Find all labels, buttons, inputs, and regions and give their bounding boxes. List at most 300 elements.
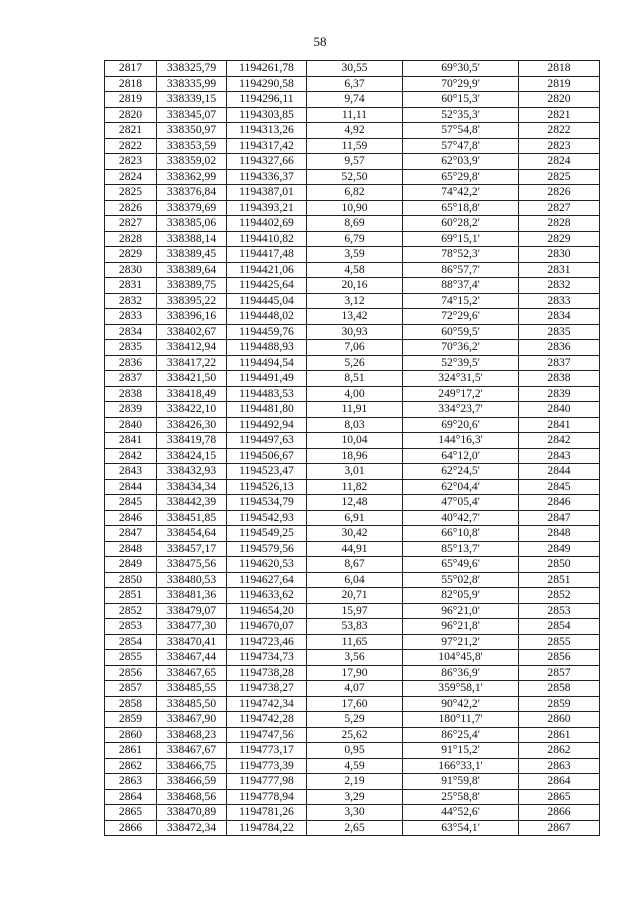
next-point-cell: 2836 <box>519 340 600 356</box>
table-row <box>105 61 600 77</box>
point-number-cell: 2838 <box>105 386 157 402</box>
table-row <box>105 510 600 526</box>
distance-cell: 0,95 <box>307 743 403 759</box>
distance-cell: 4,00 <box>307 386 403 402</box>
distance-cell: 6,37 <box>307 76 403 92</box>
table-row <box>105 231 600 247</box>
distance-cell: 3,29 <box>307 789 403 805</box>
y-coordinate-cell: 1194481,80 <box>227 402 307 418</box>
next-point-cell: 2825 <box>519 169 600 185</box>
y-coordinate-cell: 1194784,22 <box>227 820 307 836</box>
point-number-cell: 2818 <box>105 76 157 92</box>
bearing-cell: 74°42,2' <box>403 185 519 201</box>
bearing-cell: 52°35,3' <box>403 107 519 123</box>
next-point-cell: 2830 <box>519 247 600 263</box>
bearing-cell: 25°58,8' <box>403 789 519 805</box>
table-row <box>105 820 600 836</box>
bearing-cell: 91°59,8' <box>403 774 519 790</box>
point-number-cell: 2851 <box>105 588 157 604</box>
bearing-cell: 62°03,9' <box>403 154 519 170</box>
next-point-cell: 2864 <box>519 774 600 790</box>
distance-cell: 6,82 <box>307 185 403 201</box>
point-number-cell: 2833 <box>105 309 157 325</box>
x-coordinate-cell: 338485,50 <box>157 696 227 712</box>
distance-cell: 30,42 <box>307 526 403 542</box>
table-row <box>105 789 600 805</box>
point-number-cell: 2846 <box>105 510 157 526</box>
distance-cell: 10,90 <box>307 200 403 216</box>
next-point-cell: 2837 <box>519 355 600 371</box>
distance-cell: 5,26 <box>307 355 403 371</box>
x-coordinate-cell: 338385,06 <box>157 216 227 232</box>
x-coordinate-cell: 338466,75 <box>157 758 227 774</box>
next-point-cell: 2818 <box>519 61 600 77</box>
y-coordinate-cell: 1194723,46 <box>227 634 307 650</box>
x-coordinate-cell: 338422,10 <box>157 402 227 418</box>
x-coordinate-cell: 338388,14 <box>157 231 227 247</box>
x-coordinate-cell: 338417,22 <box>157 355 227 371</box>
x-coordinate-cell: 338421,50 <box>157 371 227 387</box>
y-coordinate-cell: 1194734,73 <box>227 650 307 666</box>
next-point-cell: 2867 <box>519 820 600 836</box>
table-row <box>105 185 600 201</box>
y-coordinate-cell: 1194778,94 <box>227 789 307 805</box>
table-row <box>105 123 600 139</box>
distance-cell: 8,51 <box>307 371 403 387</box>
x-coordinate-cell: 338389,75 <box>157 278 227 294</box>
table-row <box>105 634 600 650</box>
next-point-cell: 2821 <box>519 107 600 123</box>
distance-cell: 18,96 <box>307 448 403 464</box>
bearing-cell: 74°15,2' <box>403 293 519 309</box>
point-number-cell: 2839 <box>105 402 157 418</box>
bearing-cell: 44°52,6' <box>403 805 519 821</box>
table-row <box>105 681 600 697</box>
next-point-cell: 2849 <box>519 541 600 557</box>
bearing-cell: 55°02,8' <box>403 572 519 588</box>
next-point-cell: 2853 <box>519 603 600 619</box>
x-coordinate-cell: 338419,78 <box>157 433 227 449</box>
x-coordinate-cell: 338396,16 <box>157 309 227 325</box>
bearing-cell: 40°42,7' <box>403 510 519 526</box>
bearing-cell: 90°42,2' <box>403 696 519 712</box>
next-point-cell: 2858 <box>519 681 600 697</box>
distance-cell: 25,62 <box>307 727 403 743</box>
x-coordinate-cell: 338481,36 <box>157 588 227 604</box>
distance-cell: 3,59 <box>307 247 403 263</box>
y-coordinate-cell: 1194742,34 <box>227 696 307 712</box>
distance-cell: 44,91 <box>307 541 403 557</box>
bearing-cell: 47°05,4' <box>403 495 519 511</box>
table-row <box>105 774 600 790</box>
x-coordinate-cell: 338475,56 <box>157 557 227 573</box>
bearing-cell: 86°25,4' <box>403 727 519 743</box>
distance-cell: 20,71 <box>307 588 403 604</box>
distance-cell: 6,91 <box>307 510 403 526</box>
table-row <box>105 247 600 263</box>
y-coordinate-cell: 1194777,98 <box>227 774 307 790</box>
y-coordinate-cell: 1194317,42 <box>227 138 307 154</box>
x-coordinate-cell: 338467,65 <box>157 665 227 681</box>
x-coordinate-cell: 338379,69 <box>157 200 227 216</box>
x-coordinate-cell: 338376,84 <box>157 185 227 201</box>
distance-cell: 3,30 <box>307 805 403 821</box>
point-number-cell: 2825 <box>105 185 157 201</box>
distance-cell: 8,67 <box>307 557 403 573</box>
next-point-cell: 2822 <box>519 123 600 139</box>
x-coordinate-cell: 338359,02 <box>157 154 227 170</box>
bearing-cell: 324°31,5' <box>403 371 519 387</box>
table-row <box>105 92 600 108</box>
y-coordinate-cell: 1194747,56 <box>227 727 307 743</box>
y-coordinate-cell: 1194654,20 <box>227 603 307 619</box>
bearing-cell: 64°12,0' <box>403 448 519 464</box>
y-coordinate-cell: 1194620,53 <box>227 557 307 573</box>
next-point-cell: 2862 <box>519 743 600 759</box>
next-point-cell: 2851 <box>519 572 600 588</box>
y-coordinate-cell: 1194497,63 <box>227 433 307 449</box>
bearing-cell: 62°24,5' <box>403 464 519 480</box>
bearing-cell: 359°58,1' <box>403 681 519 697</box>
table-row <box>105 107 600 123</box>
table-row <box>105 340 600 356</box>
next-point-cell: 2841 <box>519 417 600 433</box>
table-row <box>105 138 600 154</box>
bearing-cell: 60°28,2' <box>403 216 519 232</box>
point-number-cell: 2824 <box>105 169 157 185</box>
distance-cell: 4,59 <box>307 758 403 774</box>
bearing-cell: 144°16,3' <box>403 433 519 449</box>
distance-cell: 11,59 <box>307 138 403 154</box>
x-coordinate-cell: 338389,64 <box>157 262 227 278</box>
y-coordinate-cell: 1194670,07 <box>227 619 307 635</box>
next-point-cell: 2833 <box>519 293 600 309</box>
table-row <box>105 448 600 464</box>
y-coordinate-cell: 1194633,62 <box>227 588 307 604</box>
point-number-cell: 2836 <box>105 355 157 371</box>
y-coordinate-cell: 1194448,02 <box>227 309 307 325</box>
table-row <box>105 727 600 743</box>
y-coordinate-cell: 1194523,47 <box>227 464 307 480</box>
distance-cell: 4,07 <box>307 681 403 697</box>
y-coordinate-cell: 1194327,66 <box>227 154 307 170</box>
next-point-cell: 2829 <box>519 231 600 247</box>
x-coordinate-cell: 338362,99 <box>157 169 227 185</box>
table-row <box>105 479 600 495</box>
y-coordinate-cell: 1194303,85 <box>227 107 307 123</box>
y-coordinate-cell: 1194402,69 <box>227 216 307 232</box>
bearing-cell: 57°47,8' <box>403 138 519 154</box>
bearing-cell: 85°13,7' <box>403 541 519 557</box>
distance-cell: 13,42 <box>307 309 403 325</box>
bearing-cell: 65°29,8' <box>403 169 519 185</box>
bearing-cell: 70°29,9' <box>403 76 519 92</box>
bearing-cell: 78°52,3' <box>403 247 519 263</box>
x-coordinate-cell: 338451,85 <box>157 510 227 526</box>
next-point-cell: 2850 <box>519 557 600 573</box>
table-row <box>105 76 600 92</box>
point-number-cell: 2840 <box>105 417 157 433</box>
bearing-cell: 249°17,2' <box>403 386 519 402</box>
y-coordinate-cell: 1194506,67 <box>227 448 307 464</box>
next-point-cell: 2824 <box>519 154 600 170</box>
table-row <box>105 169 600 185</box>
x-coordinate-cell: 338470,89 <box>157 805 227 821</box>
table-row <box>105 433 600 449</box>
bearing-cell: 69°15,1' <box>403 231 519 247</box>
y-coordinate-cell: 1194579,56 <box>227 541 307 557</box>
bearing-cell: 96°21,0' <box>403 603 519 619</box>
y-coordinate-cell: 1194542,93 <box>227 510 307 526</box>
point-number-cell: 2865 <box>105 805 157 821</box>
next-point-cell: 2831 <box>519 262 600 278</box>
table-row <box>105 355 600 371</box>
table-row <box>105 619 600 635</box>
next-point-cell: 2863 <box>519 758 600 774</box>
table-row <box>105 262 600 278</box>
y-coordinate-cell: 1194261,78 <box>227 61 307 77</box>
bearing-cell: 62°04,4' <box>403 479 519 495</box>
y-coordinate-cell: 1194296,11 <box>227 92 307 108</box>
table-row <box>105 293 600 309</box>
y-coordinate-cell: 1194738,27 <box>227 681 307 697</box>
next-point-cell: 2835 <box>519 324 600 340</box>
bearing-cell: 66°10,8' <box>403 526 519 542</box>
point-number-cell: 2830 <box>105 262 157 278</box>
y-coordinate-cell: 1194445,04 <box>227 293 307 309</box>
point-number-cell: 2862 <box>105 758 157 774</box>
next-point-cell: 2859 <box>519 696 600 712</box>
y-coordinate-cell: 1194492,94 <box>227 417 307 433</box>
x-coordinate-cell: 338467,44 <box>157 650 227 666</box>
x-coordinate-cell: 338424,15 <box>157 448 227 464</box>
bearing-cell: 52°39,5' <box>403 355 519 371</box>
next-point-cell: 2820 <box>519 92 600 108</box>
y-coordinate-cell: 1194738,28 <box>227 665 307 681</box>
table-row <box>105 588 600 604</box>
bearing-cell: 96°21,8' <box>403 619 519 635</box>
distance-cell: 3,01 <box>307 464 403 480</box>
x-coordinate-cell: 338353,59 <box>157 138 227 154</box>
table-row <box>105 696 600 712</box>
x-coordinate-cell: 338457,17 <box>157 541 227 557</box>
table-row <box>105 557 600 573</box>
distance-cell: 4,92 <box>307 123 403 139</box>
next-point-cell: 2832 <box>519 278 600 294</box>
table-row <box>105 309 600 325</box>
point-number-cell: 2860 <box>105 727 157 743</box>
y-coordinate-cell: 1194773,17 <box>227 743 307 759</box>
next-point-cell: 2866 <box>519 805 600 821</box>
point-number-cell: 2817 <box>105 61 157 77</box>
next-point-cell: 2848 <box>519 526 600 542</box>
next-point-cell: 2852 <box>519 588 600 604</box>
x-coordinate-cell: 338418,49 <box>157 386 227 402</box>
point-number-cell: 2828 <box>105 231 157 247</box>
point-number-cell: 2822 <box>105 138 157 154</box>
distance-cell: 52,50 <box>307 169 403 185</box>
table-row <box>105 464 600 480</box>
distance-cell: 4,58 <box>307 262 403 278</box>
table-row <box>105 154 600 170</box>
table-row <box>105 402 600 418</box>
x-coordinate-cell: 338335,99 <box>157 76 227 92</box>
x-coordinate-cell: 338432,93 <box>157 464 227 480</box>
table-row <box>105 650 600 666</box>
point-number-cell: 2819 <box>105 92 157 108</box>
y-coordinate-cell: 1194549,25 <box>227 526 307 542</box>
point-number-cell: 2850 <box>105 572 157 588</box>
distance-cell: 2,65 <box>307 820 403 836</box>
table-row <box>105 572 600 588</box>
x-coordinate-cell: 338350,97 <box>157 123 227 139</box>
next-point-cell: 2865 <box>519 789 600 805</box>
bearing-cell: 65°18,8' <box>403 200 519 216</box>
next-point-cell: 2819 <box>519 76 600 92</box>
distance-cell: 11,82 <box>307 479 403 495</box>
point-number-cell: 2848 <box>105 541 157 557</box>
x-coordinate-cell: 338470,41 <box>157 634 227 650</box>
next-point-cell: 2854 <box>519 619 600 635</box>
point-number-cell: 2856 <box>105 665 157 681</box>
y-coordinate-cell: 1194483,53 <box>227 386 307 402</box>
point-number-cell: 2847 <box>105 526 157 542</box>
next-point-cell: 2839 <box>519 386 600 402</box>
point-number-cell: 2826 <box>105 200 157 216</box>
x-coordinate-cell: 338479,07 <box>157 603 227 619</box>
table-row <box>105 603 600 619</box>
point-number-cell: 2852 <box>105 603 157 619</box>
point-number-cell: 2820 <box>105 107 157 123</box>
next-point-cell: 2843 <box>519 448 600 464</box>
distance-cell: 12,48 <box>307 495 403 511</box>
distance-cell: 20,16 <box>307 278 403 294</box>
next-point-cell: 2860 <box>519 712 600 728</box>
point-number-cell: 2857 <box>105 681 157 697</box>
point-number-cell: 2831 <box>105 278 157 294</box>
point-number-cell: 2832 <box>105 293 157 309</box>
table-row <box>105 216 600 232</box>
point-number-cell: 2829 <box>105 247 157 263</box>
point-number-cell: 2853 <box>105 619 157 635</box>
point-number-cell: 2821 <box>105 123 157 139</box>
bearing-cell: 72°29,6' <box>403 309 519 325</box>
coordinates-table <box>104 60 600 836</box>
distance-cell: 8,03 <box>307 417 403 433</box>
x-coordinate-cell: 338480,53 <box>157 572 227 588</box>
next-point-cell: 2857 <box>519 665 600 681</box>
distance-cell: 5,29 <box>307 712 403 728</box>
distance-cell: 15,97 <box>307 603 403 619</box>
point-number-cell: 2855 <box>105 650 157 666</box>
x-coordinate-cell: 338325,79 <box>157 61 227 77</box>
bearing-cell: 166°33,1' <box>403 758 519 774</box>
bearing-cell: 60°15,3' <box>403 92 519 108</box>
bearing-cell: 86°36,9' <box>403 665 519 681</box>
bearing-cell: 91°15,2' <box>403 743 519 759</box>
next-point-cell: 2834 <box>519 309 600 325</box>
y-coordinate-cell: 1194410,82 <box>227 231 307 247</box>
bearing-cell: 82°05,9' <box>403 588 519 604</box>
distance-cell: 3,56 <box>307 650 403 666</box>
x-coordinate-cell: 338468,23 <box>157 727 227 743</box>
next-point-cell: 2847 <box>519 510 600 526</box>
point-number-cell: 2841 <box>105 433 157 449</box>
page-number: 58 <box>313 34 327 49</box>
y-coordinate-cell: 1194290,58 <box>227 76 307 92</box>
bearing-cell: 88°37,4' <box>403 278 519 294</box>
table-row <box>105 665 600 681</box>
y-coordinate-cell: 1194393,21 <box>227 200 307 216</box>
y-coordinate-cell: 1194526,13 <box>227 479 307 495</box>
table-row <box>105 805 600 821</box>
y-coordinate-cell: 1194491,49 <box>227 371 307 387</box>
x-coordinate-cell: 338442,39 <box>157 495 227 511</box>
bearing-cell: 69°30,5' <box>403 61 519 77</box>
distance-cell: 7,06 <box>307 340 403 356</box>
next-point-cell: 2861 <box>519 727 600 743</box>
x-coordinate-cell: 338467,67 <box>157 743 227 759</box>
y-coordinate-cell: 1194417,48 <box>227 247 307 263</box>
distance-cell: 30,55 <box>307 61 403 77</box>
y-coordinate-cell: 1194488,93 <box>227 340 307 356</box>
distance-cell: 10,04 <box>307 433 403 449</box>
bearing-cell: 65°49,6' <box>403 557 519 573</box>
next-point-cell: 2842 <box>519 433 600 449</box>
x-coordinate-cell: 338412,94 <box>157 340 227 356</box>
point-number-cell: 2823 <box>105 154 157 170</box>
x-coordinate-cell: 338472,34 <box>157 820 227 836</box>
y-coordinate-cell: 1194459,76 <box>227 324 307 340</box>
x-coordinate-cell: 338345,07 <box>157 107 227 123</box>
distance-cell: 9,74 <box>307 92 403 108</box>
distance-cell: 2,19 <box>307 774 403 790</box>
x-coordinate-cell: 338454,64 <box>157 526 227 542</box>
table-row <box>105 278 600 294</box>
x-coordinate-cell: 338395,22 <box>157 293 227 309</box>
bearing-cell: 70°36,2' <box>403 340 519 356</box>
distance-cell: 17,90 <box>307 665 403 681</box>
table-row <box>105 495 600 511</box>
bearing-cell: 180°11,7' <box>403 712 519 728</box>
point-number-cell: 2864 <box>105 789 157 805</box>
distance-cell: 17,60 <box>307 696 403 712</box>
x-coordinate-cell: 338402,67 <box>157 324 227 340</box>
point-number-cell: 2849 <box>105 557 157 573</box>
y-coordinate-cell: 1194742,28 <box>227 712 307 728</box>
distance-cell: 3,12 <box>307 293 403 309</box>
table-row <box>105 324 600 340</box>
x-coordinate-cell: 338467,90 <box>157 712 227 728</box>
table-row <box>105 417 600 433</box>
x-coordinate-cell: 338434,34 <box>157 479 227 495</box>
point-number-cell: 2854 <box>105 634 157 650</box>
distance-cell: 11,65 <box>307 634 403 650</box>
distance-cell: 53,83 <box>307 619 403 635</box>
distance-cell: 8,69 <box>307 216 403 232</box>
table-row <box>105 386 600 402</box>
distance-cell: 11,11 <box>307 107 403 123</box>
point-number-cell: 2843 <box>105 464 157 480</box>
y-coordinate-cell: 1194534,79 <box>227 495 307 511</box>
next-point-cell: 2840 <box>519 402 600 418</box>
point-number-cell: 2844 <box>105 479 157 495</box>
point-number-cell: 2845 <box>105 495 157 511</box>
y-coordinate-cell: 1194781,26 <box>227 805 307 821</box>
point-number-cell: 2858 <box>105 696 157 712</box>
next-point-cell: 2846 <box>519 495 600 511</box>
y-coordinate-cell: 1194773,39 <box>227 758 307 774</box>
